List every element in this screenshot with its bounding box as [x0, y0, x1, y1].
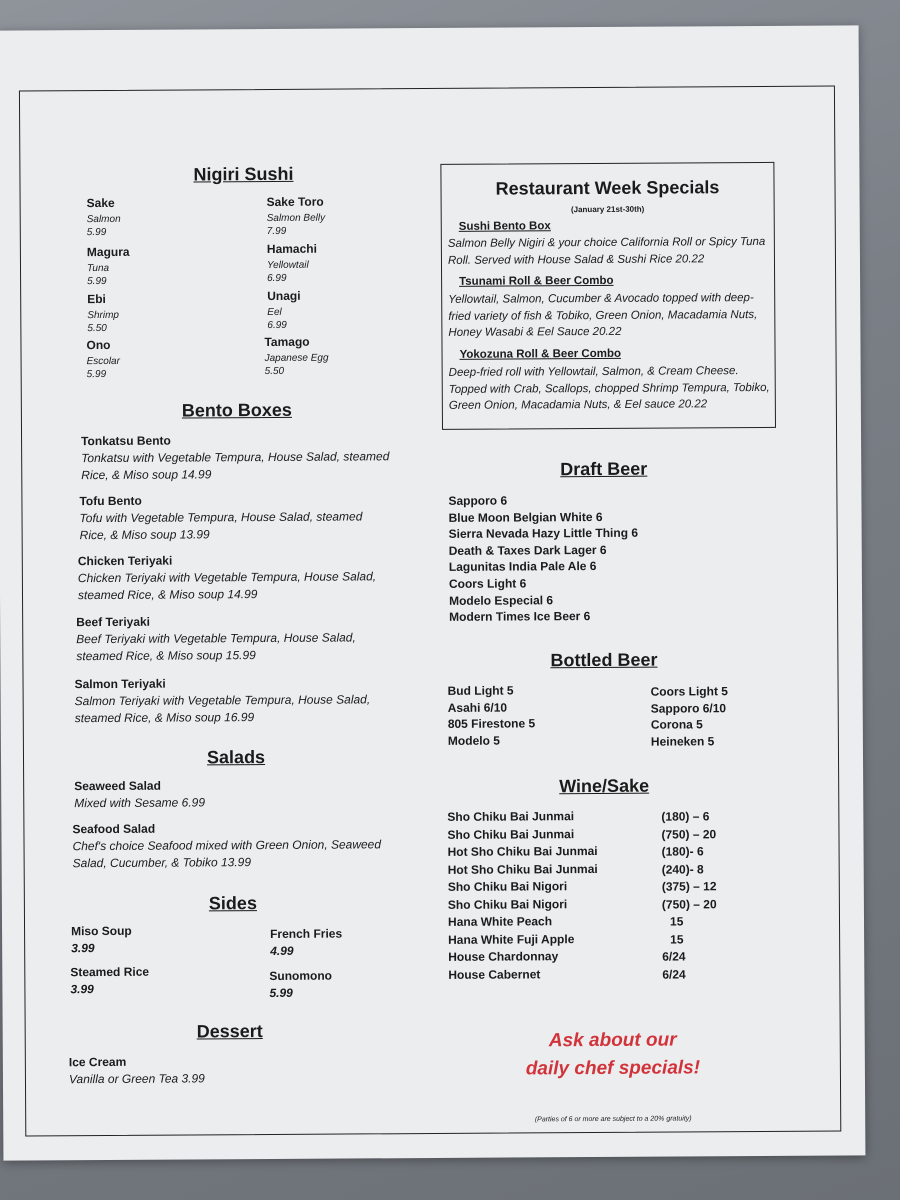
price: 15 [669, 914, 684, 929]
bottled-list-left [448, 682, 536, 749]
specials-title: Restaurant Week Specials [495, 177, 720, 199]
nigiri-item: Ono Escolar 5.99 [86, 337, 120, 381]
menu-sheet [0, 25, 865, 1160]
price: (180)- 6 [661, 844, 704, 859]
list-item: Hana White Peach [447, 914, 553, 929]
list-item: Modelo Especial 6 [449, 592, 554, 608]
nigiri-item: Tamago Japanese Egg 5.50 [264, 334, 329, 378]
nigiri-item: Ebi Shrimp 5.50 [87, 291, 120, 335]
list-item: Hot Sho Chiku Bai Junmai [447, 843, 598, 859]
special-name: Tsunami Roll & Beer Combo [459, 274, 614, 288]
nigiri-item: Sake Toro Salmon Belly 7.99 [266, 194, 326, 237]
gratuity-note: (Parties of 6 or more are subject to a 20% gratuity) [534, 1115, 692, 1124]
special-name: Yokozuna Roll & Beer Combo [459, 347, 622, 361]
list-item: Bud Light 5 [447, 683, 514, 698]
salads-title: Salads [206, 747, 266, 768]
list-item: Corona 5 [650, 717, 703, 732]
specials-dates: (January 21st-30th) [570, 204, 645, 215]
price: (750) – 20 [661, 826, 717, 842]
draft-list [448, 492, 638, 626]
chef-specials-callout: Ask about our daily chef specials! [525, 1029, 701, 1080]
list-item: Sho Chiku Bai Junmai [447, 826, 575, 842]
list-item: Lagunitas India Pale Ale 6 [448, 559, 597, 575]
list-item: Asahi 6/10 [447, 700, 508, 715]
special-desc: Salmon Belly Nigiri & your choice California Roll or Spicy Tuna Roll. Served with House Salad & Sushi Rice 20.22 [447, 235, 766, 267]
list-item: Sapporo 6 [448, 493, 508, 508]
bottled-list-right [651, 683, 729, 750]
price: (180) – 6 [661, 809, 710, 824]
dessert-title: Dessert [196, 1021, 263, 1042]
wine-title: Wine/Sake [559, 775, 650, 797]
list-item: 805 Firestone 5 [447, 716, 536, 732]
price: (750) – 20 [661, 896, 717, 912]
special-desc: Deep-fried roll with Yellowtail, Salmon, & Cream Cheese. Topped with Crab, Scallops, chopped Shrimp Tempura, Tobiko, Green Onion, Macadamia Nuts, & Eel sauce 20.22 [448, 365, 770, 412]
nigiri-item: Magura Tuna 5.99 [86, 244, 130, 288]
side-item: Sunomono 5.99 [269, 968, 333, 1000]
bento-item: Salmon Teriyaki Salmon Teriyaki with Vegetable Tempura, House Salad, steamed Rice, & Miso soup 16.99 [74, 676, 371, 726]
list-item: Coors Light 6 [448, 576, 527, 591]
nigiri-item: Sake Salmon 5.99 [86, 195, 121, 239]
list-item: House Cabernet [448, 966, 541, 982]
salad-item: Seaweed Salad Mixed with Sesame 6.99 [74, 778, 206, 811]
price: (375) – 12 [661, 879, 717, 894]
list-item: Blue Moon Belgian White 6 [448, 509, 603, 525]
special-name: Sushi Bento Box [458, 220, 551, 233]
wine-names [447, 808, 598, 984]
list-item: Sierra Nevada Hazy Little Thing 6 [448, 525, 639, 542]
sides-title: Sides [208, 893, 257, 914]
dessert-item: Ice Cream Vanilla or Green Tea 3.99 [68, 1054, 205, 1087]
list-item: Sapporo 6/10 [650, 700, 727, 716]
side-item: French Fries 4.99 [270, 926, 343, 958]
list-item: Heineken 5 [650, 734, 715, 749]
side-item: Miso Soup 3.99 [71, 923, 132, 956]
list-item: Modelo 5 [447, 733, 500, 748]
list-item: Sho Chiku Bai Junmai [447, 809, 575, 824]
bento-item: Tofu Bento Tofu with Vegetable Tempura, House Salad, steamed Rice, & Miso soup 13.99 [79, 493, 363, 543]
salad-item: Seafood Salad Chef's choice Seafood mixed with Green Onion, Seaweed Salad, Cucumber, & Tobiko 13.99 [72, 821, 382, 871]
nigiri-item: Unagi Eel 6.99 [267, 288, 301, 331]
bento-title: Bento Boxes [181, 399, 292, 421]
list-item: Sho Chiku Bai Nigori [447, 896, 568, 912]
list-item: Sho Chiku Bai Nigori [447, 879, 568, 894]
side-item: Steamed Rice 3.99 [70, 964, 150, 997]
wine-prices [661, 808, 717, 983]
price: (240)- 8 [661, 861, 704, 877]
list-item: Coors Light 5 [650, 684, 728, 699]
list-item: Modern Times Ice Beer 6 [449, 609, 591, 625]
nigiri-title: Nigiri Sushi [193, 163, 294, 185]
specials-box [440, 162, 776, 430]
list-item: House Chardonnay [448, 949, 559, 964]
special-desc: Yellowtail, Salmon, Cucumber & Avocado topped with deep-fried variety of fish & Tobiko, Green Onion, Macadamia Nuts, Honey Wasabi & Eel Sauce 20.22 [448, 292, 758, 339]
bottled-title: Bottled Beer [550, 649, 658, 671]
price: 6/24 [662, 966, 686, 982]
list-item: Death & Taxes Dark Lager 6 [448, 542, 607, 558]
bento-item: Chicken Teriyaki Chicken Teriyaki with Vegetable Tempura, House Salad, steamed Rice, & Miso soup 14.99 [77, 553, 377, 603]
price: 15 [670, 931, 684, 947]
price: 6/24 [662, 949, 686, 964]
list-item: Hana White Fuji Apple [448, 931, 575, 947]
bento-item: Tonkatsu Bento Tonkatsu with Vegetable Tempura, House Salad, steamed Rice, & Miso soup 14.99 [81, 433, 390, 483]
bento-item: Beef Teriyaki Beef Teriyaki with Vegetable Tempura, House Salad, steamed Rice, & Miso soup 15.99 [76, 614, 356, 664]
draft-title: Draft Beer [560, 458, 648, 480]
list-item: Hot Sho Chiku Bai Junmai [447, 861, 598, 877]
nigiri-item: Hamachi Yellowtail 6.99 [266, 241, 317, 284]
